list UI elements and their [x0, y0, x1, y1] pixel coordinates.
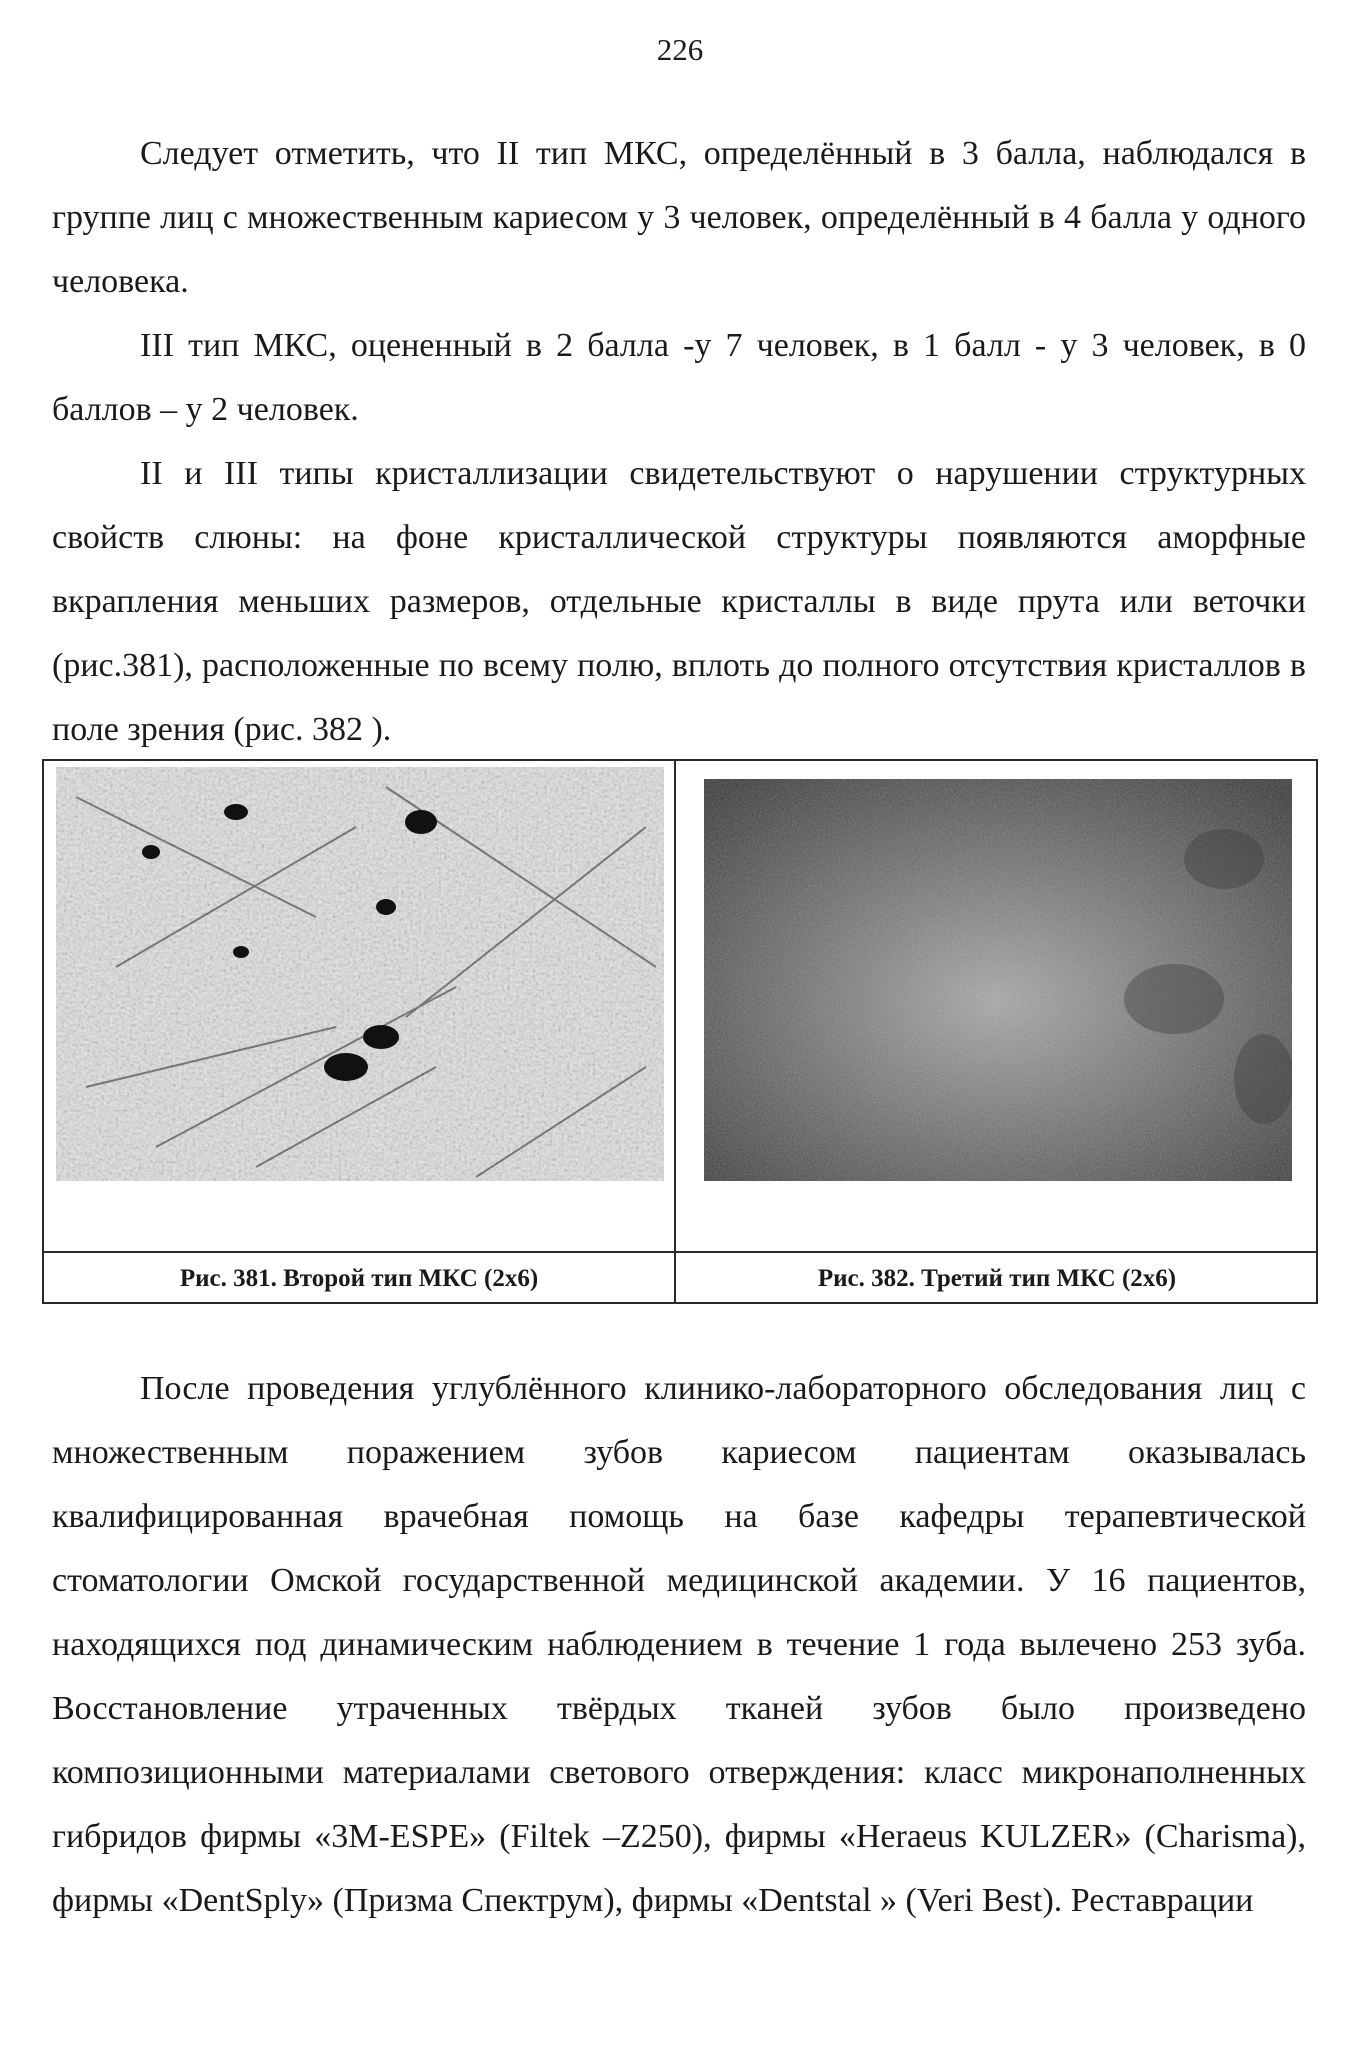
- paragraph: Следует отметить, что II тип МКС, определённый в 3 балла, наблюдался в группе лиц с множественным кариесом у 3 человек, определённый в 4 балла у одного человека.: [52, 135, 1306, 300]
- body-text-bottom: [52, 1357, 1306, 1933]
- figure-382-image: [704, 779, 1292, 1181]
- figure-table: [42, 759, 1318, 1304]
- body-text-top: [52, 122, 1306, 762]
- paragraph: III тип МКС, оцененный в 2 балла -у 7 человек, в 1 балл - у 3 человек, в 0 баллов – у 2 человек.: [52, 327, 1306, 428]
- figure-column-divider: [674, 761, 676, 1302]
- paragraph: II и III типы кристаллизации свидетельствуют о нарушении структурных свойств слюны: на фоне кристаллической структуры появляются аморфные вкрапления меньших размеров, отдельные кристаллы в виде прута или веточки (рис.381), расположенные по всему полю, вплоть до полного отсутствия кристаллов в поле зрения (рис. 382 ).: [52, 455, 1306, 748]
- figure-382-caption: Рис. 382. Третий тип МКС (2х6): [817, 1264, 1177, 1292]
- figure-381-image: [56, 767, 664, 1181]
- page-number: 226: [656, 32, 704, 67]
- figure-381-caption: Рис. 381. Второй тип МКС (2х6): [179, 1264, 539, 1292]
- paragraph: После проведения углублённого клинико-лабораторного обследования лиц с множественным поражением зубов кариесом пациентам оказывалась квалифицированная врачебная помощь на базе кафедры терапевтической стоматологии Омской государственной медицинской академии. У 16 пациентов, находящихся под динамическим наблюдением в течение 1 года вылечено 253 зуба. Восстановление утраченных твёрдых тканей зубов было произведено композиционными материалами светового отверждения: класс микронаполненных гибридов фирмы «3M-ESPE» (Filtek –Z250), фирмы «Heraeus KULZER» (Charisma), фирмы «DentSply» (Призма Спектрум), фирмы «Dentstal » (Veri Best). Реставрации: [52, 1370, 1306, 1919]
